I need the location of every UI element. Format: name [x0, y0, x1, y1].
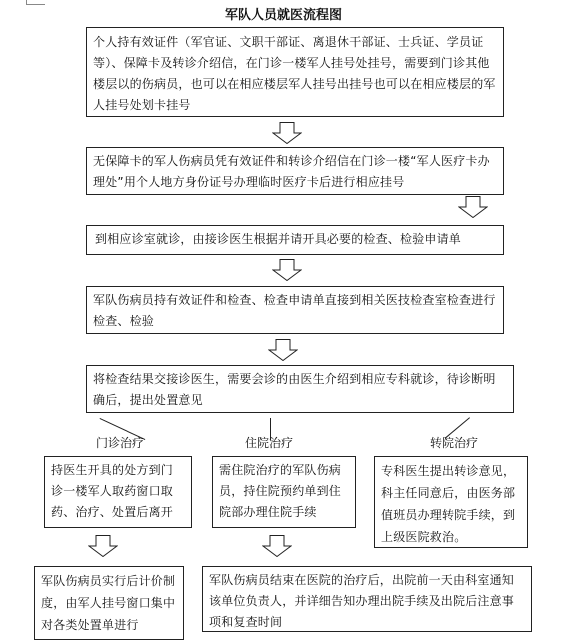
down-arrow-icon [272, 259, 302, 281]
down-arrow-icon [262, 535, 292, 557]
outpatient-text: 持医生开具的处方到门诊一楼军人取药窗口取药、治疗、处置后离开 [51, 463, 174, 519]
transfer-label: 转院治疗 [430, 436, 479, 450]
step-1-box [86, 27, 504, 117]
step-2-text: 无保障卡的军人伤病员凭有效证件和转诊介绍信在门诊一楼“军人医疗卡办理处”用个人地方身份证号办理临时医疗卡后进行相应挂号 [93, 154, 490, 189]
step-3-text: 到相应诊室就诊，由接诊医生根据并请开具必要的检查、检验申请单 [95, 232, 462, 246]
flowchart-title: 军队人员就医流程图 [224, 8, 342, 23]
step-1-text: 个人持有效证件（军官证、文职干部证、离退休干部证、士兵证、学员证等）、保障卡及转诊介绍信，在门诊一楼军人挂号处挂号，需要到门诊其他楼层以的伤病员，也可以在相应楼层军人挂号出挂号也可以在相应楼层的军人挂号处划卡挂号 [93, 35, 496, 112]
transfer-text: 专科医生提出转诊意见，科主任同意后，由医务部值班员办理转院手续，到上级医院救治。 [381, 464, 516, 544]
outpatient-next-text: 军队伤病员实行后计价制度，由军人挂号窗口集中对各类处置单进行 [41, 574, 176, 632]
inpatient-label: 住院治疗 [245, 436, 294, 450]
step-5-box [86, 365, 514, 413]
step-2-box [86, 147, 504, 195]
step-4-text: 军队伤病员持有效证件和检查、检查申请单直接到相关医技检查室检查进行检查、检验 [93, 293, 496, 328]
outpatient-next-box [34, 566, 184, 640]
down-arrow-icon [268, 339, 298, 361]
inpatient-next-box [202, 566, 532, 632]
step-4-box [86, 286, 504, 334]
inpatient-next-text: 军队伤病员结束在医院的治疗后，出院前一天由科室通知该单位负责人，并详细告知办理出院手续及出院后注意事项和复查时间 [209, 573, 515, 629]
step-3-box [86, 225, 504, 255]
outpatient-box [44, 456, 192, 528]
outpatient-label: 门诊治疗 [96, 436, 145, 450]
down-arrow-icon [272, 122, 302, 144]
step-5-text: 将检查结果交接诊医生，需要会诊的由医生介绍到相应专科就诊，待诊断明确后，提出处置意见 [93, 372, 496, 407]
inpatient-box [212, 456, 356, 528]
inpatient-text: 需住院治疗的军队伤病员，持住院预约单到住院部办理住院手续 [219, 463, 342, 519]
down-arrow-icon [458, 196, 488, 218]
transfer-box [374, 456, 528, 548]
down-arrow-icon [88, 535, 118, 557]
